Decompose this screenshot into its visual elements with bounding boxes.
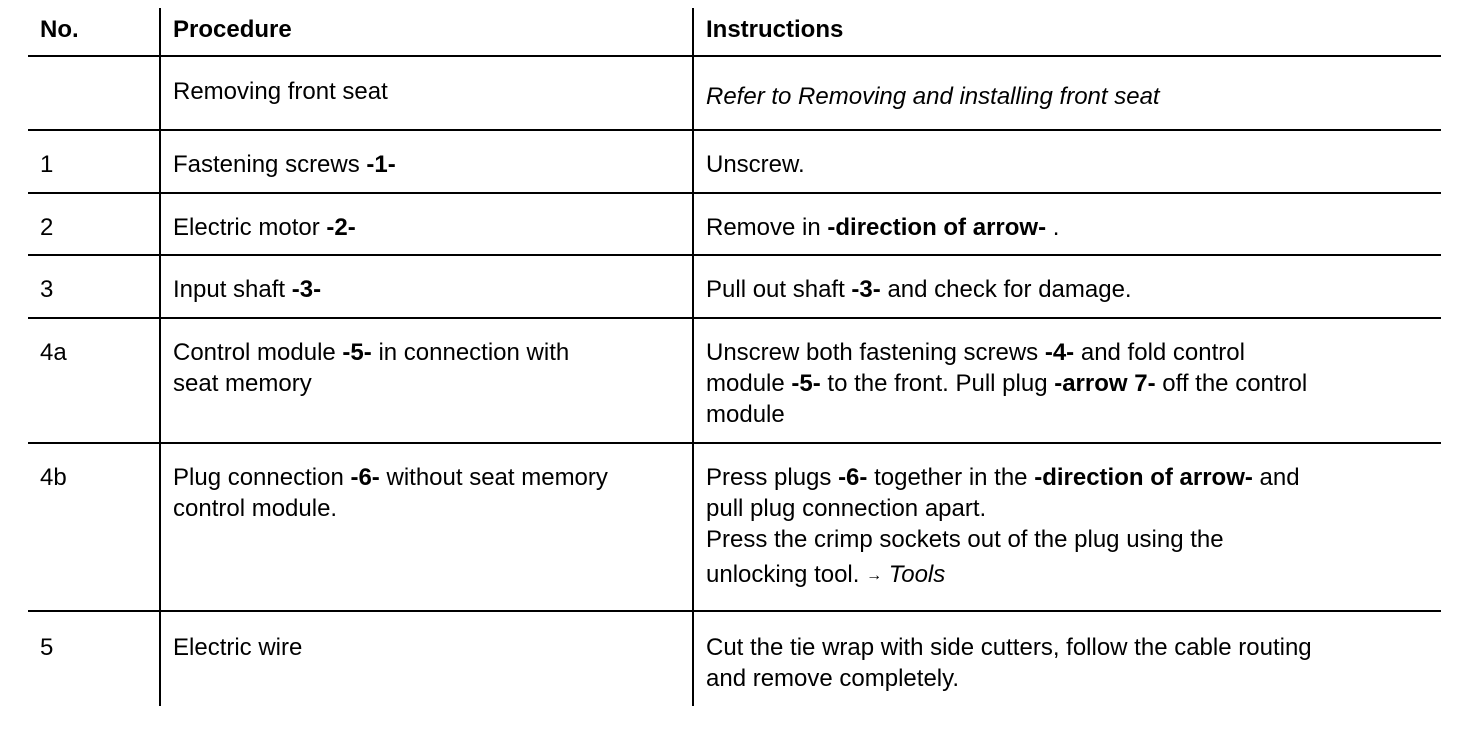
- row-number: 3: [40, 276, 54, 303]
- instruction-text: Press plugs -6- together in the -direction of arrow- and pull plug connection apart. Press the crimp sockets out of the plug using the unlocking tool. → Tools: [706, 464, 1300, 588]
- table-row: [28, 444, 1441, 612]
- instruction-text: Pull out shaft -3- and check for damage.: [706, 276, 1132, 303]
- table-row: [28, 256, 1441, 319]
- instruction-text: Unscrew.: [706, 151, 805, 178]
- procedure-text: Removing front seat: [173, 78, 388, 105]
- table-row: [28, 319, 1441, 444]
- row-number: 4b: [40, 464, 67, 491]
- procedure-text: Electric wire: [173, 634, 303, 661]
- row-number: 5: [40, 634, 54, 661]
- instruction-text: Unscrew both fastening screws -4- and fold control module -5- to the front. Pull plug -arrow 7- off the control module: [706, 339, 1308, 428]
- procedure-text: Input shaft -3-: [173, 276, 322, 303]
- header-no: No.: [40, 16, 79, 43]
- instruction-text: Remove in -direction of arrow- .: [706, 214, 1060, 241]
- table-header-row: [28, 8, 1441, 57]
- instruction-text: [706, 81, 1160, 112]
- procedure-text: Plug connection -6- without seat memory control module.: [173, 464, 608, 522]
- row-number: 4a: [40, 339, 67, 366]
- table-row: [28, 612, 1441, 706]
- header-procedure: Procedure: [173, 16, 292, 43]
- table-row: [28, 194, 1441, 256]
- tools-link[interactable]: Tools: [888, 561, 946, 588]
- procedure-text: Electric motor -2-: [173, 214, 356, 241]
- procedure-text: Control module -5- in connection with seat memory: [173, 339, 570, 397]
- procedure-table: [28, 8, 1441, 706]
- procedure-text: Fastening screws -1-: [173, 151, 396, 178]
- table-row: [28, 57, 1441, 131]
- refer-to-text: Refer to: [706, 83, 792, 110]
- removing-installing-front-seat-link[interactable]: Removing and installing front seat: [798, 83, 1160, 110]
- instruction-text: Cut the tie wrap with side cutters, follow the cable routing and remove completely.: [706, 634, 1312, 692]
- arrow-right-icon: →: [866, 567, 883, 584]
- row-number: 2: [40, 214, 54, 241]
- table-row: [28, 131, 1441, 194]
- row-number: 1: [40, 151, 54, 178]
- header-instructions: Instructions: [706, 16, 844, 43]
